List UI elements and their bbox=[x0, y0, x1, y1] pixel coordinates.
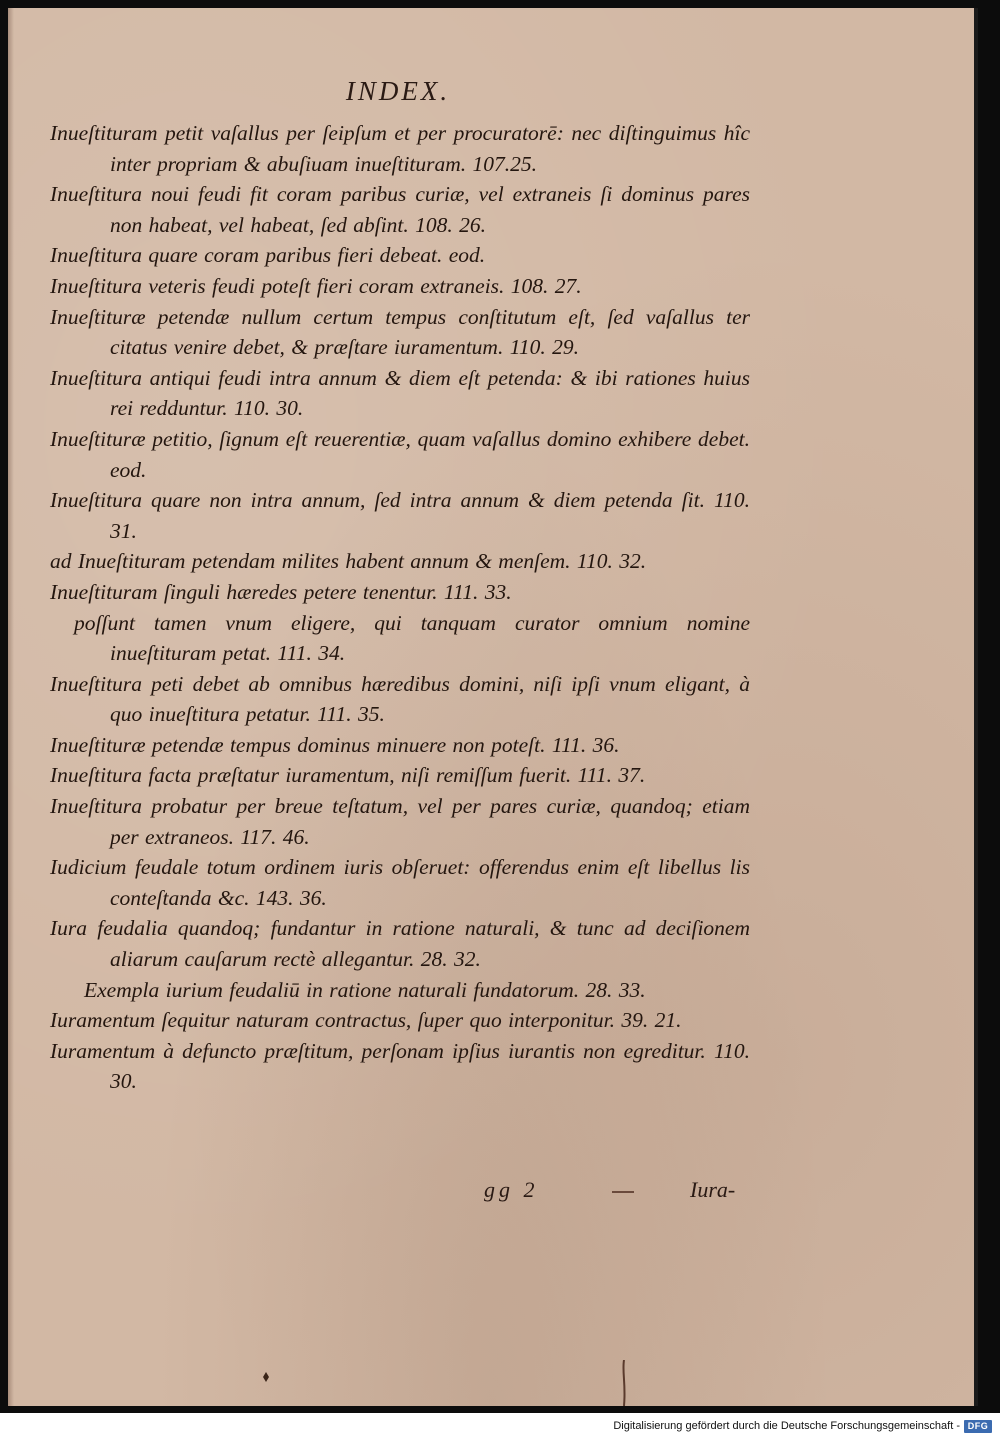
catchword: Iura- bbox=[690, 1177, 736, 1202]
running-head: INDEX. bbox=[345, 76, 451, 106]
index-entry-list bbox=[50, 118, 750, 1097]
paper-crease-icon bbox=[621, 1360, 627, 1406]
index-entry: Inueſtitura peti debet ab omnibus hæredibus domini, niſi ipſi vnum eligant, à quo inueſtitura petatur. 111. 35. bbox=[50, 671, 750, 727]
index-entry: Inueſtitura facta præſtatur iuramentum, niſi remiſſum fuerit. 111. 37. bbox=[50, 763, 646, 788]
index-entry: Inueſtituram ſinguli hæredes petere tenentur. 111. 33. bbox=[50, 579, 512, 604]
index-entry: Inueſtitura veteris feudi poteſt fieri coram extraneis. 108. 27. bbox=[50, 273, 582, 298]
index-entry: Inueſtitura quare non intra annum, ſed intra annum & diem petenda ſit. 110. 31. bbox=[50, 488, 750, 543]
index-entry: Inueſtituram petit vaſallus per ſeipſum et per procuratorē: nec diſtinguimus hîc inter propriam & abuſiuam inueſtituram. 107.25. bbox=[50, 121, 750, 176]
signature-dash bbox=[612, 1191, 634, 1193]
index-entry: Inueſtituræ petendæ nullum certum tempus conſtitutum eſt, ſed vaſallus ter citatus venire debet, & præſtare iuramentum. 110. 29. bbox=[50, 304, 750, 360]
signature-mark: gg 2 bbox=[484, 1177, 539, 1202]
index-entry: Inueſtituræ petendæ tempus dominus minuere non poteſt. 111. 36. bbox=[50, 732, 620, 757]
index-entry: Exempla iurium feudaliū in ratione naturali fundatorum. 28. 33. bbox=[84, 977, 646, 1002]
index-entry: Inueſtitura noui feudi fit coram paribus curiæ, vel extraneis ſi dominus pares non habeat, vel habeat, ſed abſint. 108. 26. bbox=[50, 182, 750, 237]
index-entry: Iuramentum à defuncto præſtitum, perſonam ipſius iurantis non egreditur. 110. 30. bbox=[50, 1038, 750, 1094]
index-entry: Iura feudalia quandoq; fundantur in ratione naturali, & tunc ad deciſionem aliarum cauſarum rectè allegantur. 28. 32. bbox=[50, 916, 750, 972]
index-entry: Inueſtitura antiqui feudi intra annum & diem eſt petenda: & ibi rationes huius rei redduntur. 110. 30. bbox=[50, 365, 750, 421]
dfg-logo-icon: DFG bbox=[964, 1420, 992, 1433]
index-entry: Inueſtitura probatur per breue teſtatum, vel per pares curiæ, quandoq; etiam per extraneos. 117. 46. bbox=[50, 794, 750, 849]
digitization-footer bbox=[613, 1418, 992, 1434]
index-entry: ad Inueſtituram petendam milites habent annum & menſem. 110. 32. bbox=[50, 549, 647, 574]
index-entry: poſſunt tamen vnum eligere, qui tanquam curator omnium nomine inueſtituram petat. 111. 34. bbox=[74, 610, 750, 666]
index-entry: Inueſtituræ petitio, ſignum eſt reuerentiæ, quam vaſallus domino exhibere debet. eod. bbox=[50, 426, 750, 482]
ink-spot-icon bbox=[262, 1372, 270, 1382]
index-entry: Iuramentum ſequitur naturam contractus, ſuper quo interponitur. 39. 21. bbox=[50, 1008, 682, 1033]
page-gutter-shadow bbox=[8, 8, 14, 1406]
index-entry: Iudicium feudale totum ordinem iuris obſeruet: offerendus enim eſt libellus lis conteſtanda &c. 143. 36. bbox=[50, 855, 750, 910]
footer-credit-text: Digitalisierung gefördert durch die Deutsche Forschungsgemeinschaft - bbox=[613, 1420, 960, 1432]
index-entry: Inueſtitura quare coram paribus fieri debeat. eod. bbox=[50, 243, 486, 268]
